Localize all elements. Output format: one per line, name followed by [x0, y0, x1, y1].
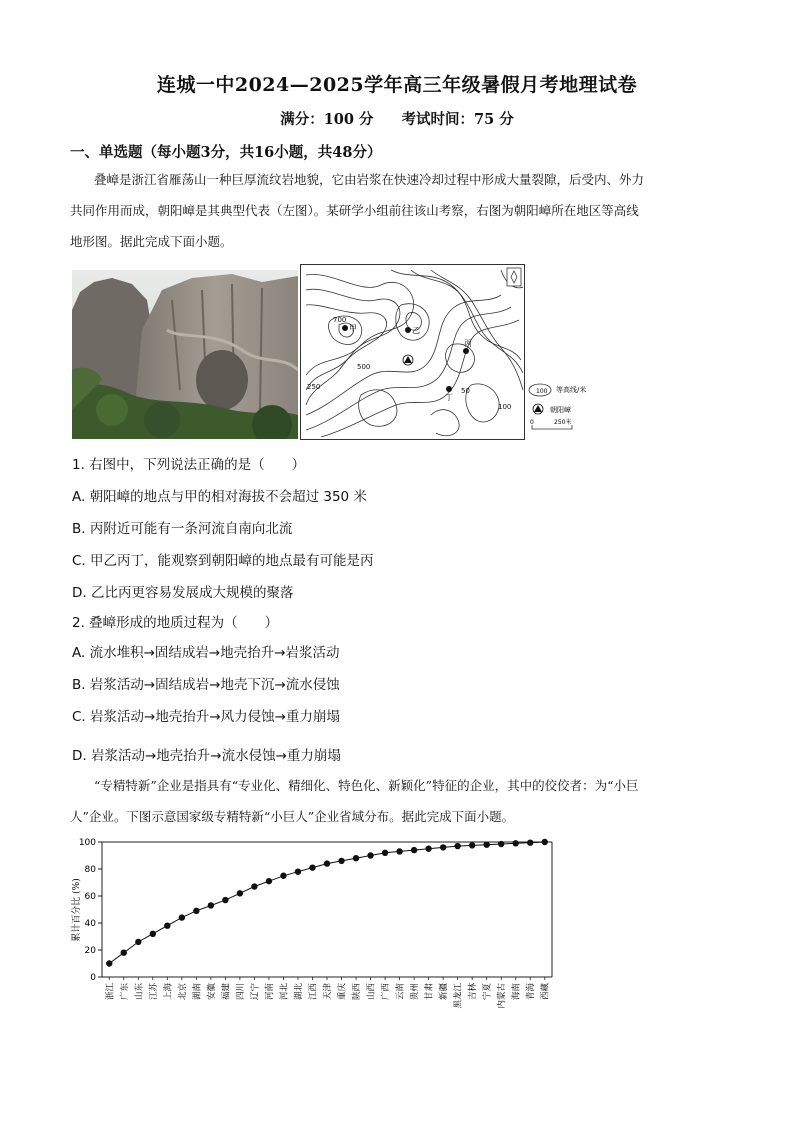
chart-x-tick-label: 湖北 — [293, 983, 304, 1001]
passage-1-line: 地形图。据此完成下面小题。 — [70, 234, 233, 249]
chart-point — [295, 869, 301, 875]
chart-x-tick-label: 辽宁 — [250, 983, 261, 1001]
chart-x-tick-label: 浙江 — [105, 983, 116, 1001]
passage-2 — [70, 770, 720, 832]
chart-point — [483, 842, 489, 848]
chart-x-tick-label: 青海 — [526, 983, 537, 1001]
chart-x-tick-label: 陕西 — [352, 983, 363, 1001]
chart-point — [164, 923, 170, 929]
chart-x-tick-label: 江苏 — [148, 983, 159, 1001]
chart-x-tick-label: 贵州 — [410, 983, 421, 1001]
chart-x-tick-label: 北京 — [177, 983, 188, 1001]
chart-point — [324, 860, 330, 866]
section-heading: 一、单选题（每小题3分，共16小题，共48分） — [70, 144, 382, 161]
point-ding-marker — [446, 386, 452, 392]
chart-series-line — [109, 842, 544, 964]
chart-point — [222, 897, 228, 903]
chart-x-tick-label: 云南 — [395, 983, 406, 1001]
enterprise-distribution-chart — [64, 832, 564, 1028]
point-label-jia: 甲 — [349, 324, 357, 333]
map-legend — [528, 372, 618, 442]
question-1-stem: 1. 右图中，下列说法正确的是（ ） — [72, 457, 306, 473]
point-label-ding: 丁 — [445, 393, 453, 402]
chart-x-tick-label: 黑龙江 — [453, 983, 464, 1009]
chart-y-tick-label: 40 — [84, 919, 96, 929]
peak-icon — [403, 355, 413, 365]
chart-x-tick-label: 河北 — [279, 983, 290, 1001]
chart-point — [121, 950, 127, 956]
chart-point — [382, 850, 388, 856]
chart-point — [280, 873, 286, 879]
passage-2-line: “专精特新”企业是指具有“专业化、精细化、特色化、新颖化”特征的企业，其中的佼佼者：为“小巨 — [94, 778, 639, 793]
chart-x-tick-label: 海南 — [511, 983, 522, 1001]
chart-point — [440, 844, 446, 850]
legend-contour-label: 等高线/米 — [556, 386, 587, 394]
contour-label-700: 700 — [333, 316, 347, 324]
scale-zero: 0 — [530, 419, 534, 426]
chart-point — [237, 890, 243, 896]
passage-1-line: 叠嶂是浙江省雁荡山一种巨厚流纹岩地貌，它由岩浆在快速冷却过程中形成大量裂隙，后受内、外力 — [94, 172, 645, 187]
chart-y-tick-label: 0 — [90, 973, 96, 983]
exam-meta — [0, 108, 794, 129]
chart-x-tick-label: 吉林 — [468, 983, 479, 1001]
chart-y-axis-label: 累计百分比 (%) — [72, 878, 82, 942]
chart-x-tick-label: 天津 — [323, 983, 333, 1001]
chart-x-tick-label: 福建 — [221, 983, 232, 1001]
contour-label-100: 100 — [498, 403, 512, 411]
question-1-option-d[interactable]: D. 乙比丙更容易发展成大规模的聚落 — [72, 585, 294, 601]
chart-point — [454, 843, 460, 849]
chart-x-tick-label: 广西 — [381, 983, 392, 1001]
chart-x-tick-label: 四川 — [235, 983, 246, 1001]
question-2-option-a[interactable]: A. 流水堆积→固结成岩→地壳抬升→岩浆活动 — [72, 645, 340, 661]
chart-point — [367, 852, 373, 858]
chart-x-tick-label: 山东 — [134, 983, 145, 1001]
chart-x-tick-label: 河南 — [264, 983, 275, 1001]
contour-label-250: 250 — [307, 383, 321, 391]
point-yi-marker — [405, 327, 411, 333]
chart-point — [150, 931, 156, 937]
chart-point — [193, 908, 199, 914]
chart-x-tick-label: 重庆 — [337, 983, 348, 1001]
passage-2-line: 人”企业。下图示意国家级专精特新“小巨人”企业省域分布。据此完成下面小题。 — [70, 809, 515, 824]
chart-point — [266, 878, 272, 884]
chart-x-tick-label: 甘肃 — [424, 983, 435, 1001]
chart-point — [498, 841, 504, 847]
question-2-option-b[interactable]: B. 岩浆活动→固结成岩→地壳下沉→流水侵蚀 — [72, 677, 340, 693]
chart-x-tick-label: 山西 — [366, 983, 377, 1001]
question-1-option-b[interactable]: B. 丙附近可能有一条河流自南向北流 — [72, 521, 293, 537]
chart-x-tick-label: 广东 — [119, 983, 130, 1001]
contour-map — [300, 264, 525, 440]
chart-y-tick-label: 60 — [84, 892, 96, 902]
point-label-yi: 乙 — [412, 326, 420, 335]
chart-point — [411, 847, 417, 853]
question-2-option-d[interactable]: D. 岩浆活动→地壳抬升→流水侵蚀→重力崩塌 — [72, 748, 341, 764]
chart-x-tick-label: 内蒙古 — [497, 983, 508, 1009]
chart-y-tick-label: 20 — [84, 946, 96, 956]
chart-x-tick-label: 湖南 — [192, 983, 203, 1001]
chart-y-tick-label: 80 — [84, 865, 96, 875]
chart-x-tick-label: 西藏 — [540, 983, 551, 1001]
question-2-option-c[interactable]: C. 岩浆活动→地壳抬升→风力侵蚀→重力崩塌 — [72, 709, 340, 725]
chart-point — [542, 839, 548, 845]
chart-point — [135, 939, 141, 945]
question-1-option-c[interactable]: C. 甲乙丙丁，能观察到朝阳嶂的地点最有可能是丙 — [72, 553, 374, 569]
chart-point — [251, 883, 257, 889]
chart-point — [425, 846, 431, 852]
chart-y-tick-label: 100 — [78, 838, 96, 848]
scale-label: 250米 — [554, 419, 572, 426]
chart-point — [106, 960, 112, 966]
chart-point — [338, 858, 344, 864]
legend-peak-label: 朝阳嶂 — [550, 406, 571, 414]
chart-x-tick-label: 上海 — [163, 983, 174, 1001]
point-jia-marker — [342, 325, 348, 331]
chart-point — [309, 864, 315, 870]
chart-point — [208, 902, 214, 908]
chart-point — [396, 848, 402, 854]
chart-x-tick-label: 安徽 — [206, 983, 217, 1001]
passage-1-line: 共同作用而成，朝阳嶂是其典型代表（左图）。某研学小组前往该山考察，右图为朝阳嶂所在地区等高线 — [70, 203, 639, 218]
chart-x-tick-label: 宁夏 — [482, 983, 493, 1001]
cliff-photo — [72, 270, 298, 439]
point-label-bing: 丙 — [464, 339, 472, 348]
legend-contour-value: 100 — [536, 388, 548, 395]
chart-x-tick-label: 新疆 — [439, 983, 450, 1001]
exam-time: 考试时间：75 分 — [401, 111, 514, 128]
chart-x-tick-label: 江西 — [308, 983, 319, 1001]
exam-title: 连城一中2024—2025学年高三年级暑假月考地理试卷 — [156, 74, 638, 96]
chart-point — [179, 914, 185, 920]
chart-point — [513, 840, 519, 846]
question-1-option-a[interactable]: A. 朝阳嶂的地点与甲的相对海拔不会超过 350 米 — [72, 489, 367, 505]
chart-point — [527, 839, 533, 845]
question-2-stem: 2. 叠嶂形成的地质过程为（ ） — [72, 615, 279, 631]
point-bing-marker — [463, 348, 469, 354]
full-score: 满分：100 分 — [280, 111, 374, 128]
chart-point — [353, 855, 359, 861]
contour-label-500: 500 — [357, 363, 371, 371]
contour-label-50: 50 — [461, 387, 470, 395]
passage-1 — [70, 164, 720, 257]
chart-point — [469, 842, 475, 848]
